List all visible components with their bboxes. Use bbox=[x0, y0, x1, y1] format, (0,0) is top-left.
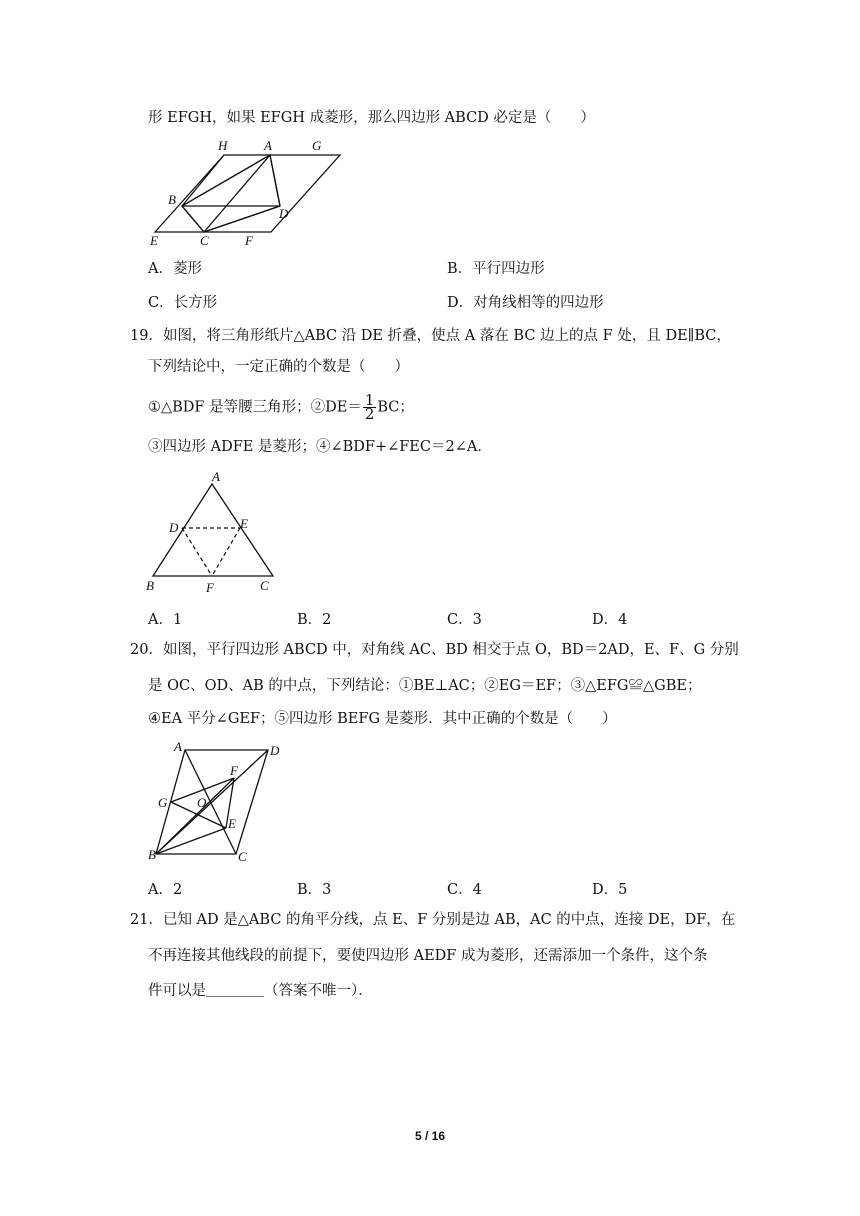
q19-stem-line1: 19．如图，将三角形纸片△ABC 沿 DE 折叠，使点 A 落在 BC 边上的点 F 处，且 DE∥BC， bbox=[130, 328, 731, 344]
q18-option-d: D．对角线相等的四边形 bbox=[447, 295, 604, 311]
q18-option-b: B．平行四边形 bbox=[447, 261, 545, 277]
q20-stem-line2: 是 OC、OD、AB 的中点，下列结论：①BE⊥AC；②EG＝EF；③△EFG≌△GBE； bbox=[148, 678, 702, 694]
q20-stem-line1: 20．如图，平行四边形 ABCD 中，对角线 AC、BD 相交于点 O，BD＝2AD，E、F、G 分别 bbox=[130, 642, 739, 658]
q19-statement-1-2b: BC； bbox=[377, 399, 414, 416]
q18-option-c: C．长方形 bbox=[148, 295, 218, 311]
q19-option-c: C．3 bbox=[447, 612, 482, 628]
q20-label-d: D bbox=[270, 743, 280, 758]
q18-label-e: E bbox=[150, 233, 158, 248]
q18-label-a: A bbox=[264, 138, 272, 153]
q21-stem-line2: 不再连接其他线段的前提下，要使四边形 AEDF 成为菱形，还需添加一个条件，这个条 bbox=[148, 948, 708, 964]
q20-label-a: A bbox=[174, 739, 182, 754]
q18-label-c: C bbox=[200, 233, 209, 248]
q20-label-f: F bbox=[230, 763, 238, 778]
q18-label-d: D bbox=[279, 206, 289, 221]
q20-label-b: B bbox=[148, 847, 156, 862]
q18-stem-tail: 形 EFGH，如果 EFGH 成菱形，那么四边形 ABCD 必定是（ ） bbox=[148, 110, 595, 126]
q19-label-f: F bbox=[206, 580, 214, 595]
q18-label-b: B bbox=[168, 192, 176, 207]
q19-frac-num: 1 bbox=[364, 391, 375, 409]
q20-label-g: G bbox=[158, 795, 168, 810]
q19-statement-1-2a: ①△BDF 是等腰三角形；②DE＝ bbox=[148, 399, 362, 416]
q20-label-o: O bbox=[197, 795, 207, 810]
q18-label-f: F bbox=[245, 233, 253, 248]
q21-stem-line1: 21．已知 AD 是△ABC 的角平分线，点 E、F 分别是边 AB，AC 的中点，连接 DE，DF，在 bbox=[130, 912, 736, 928]
q19-statements-2: ③四边形 ADFE 是菱形；④∠BDF+∠FEC＝2∠A． bbox=[148, 439, 492, 455]
q19-option-d: D．4 bbox=[592, 612, 628, 628]
q19-label-c: C bbox=[260, 578, 269, 593]
q20-option-c: C．4 bbox=[447, 882, 482, 898]
q19-label-a: A bbox=[212, 469, 220, 484]
q19-option-b: B．2 bbox=[297, 612, 332, 628]
q21-stem-line3: 件可以是＿＿＿＿（答案不唯一）． bbox=[148, 983, 373, 999]
q19-label-e: E bbox=[240, 516, 248, 531]
q19-label-d: D bbox=[169, 520, 179, 535]
q19-label-b: B bbox=[146, 578, 154, 593]
q18-option-a: A．菱形 bbox=[148, 261, 202, 277]
q19-frac-den: 2 bbox=[364, 405, 375, 423]
q20-option-b: B．3 bbox=[297, 882, 332, 898]
q19-stem-line2: 下列结论中，一定正确的个数是（ ） bbox=[148, 359, 409, 375]
q18-label-g: G bbox=[312, 138, 322, 153]
page-number: 5 / 16 bbox=[414, 1129, 446, 1143]
q20-label-e: E bbox=[228, 816, 236, 831]
q20-option-d: D．5 bbox=[592, 882, 628, 898]
q20-stem-line3: ④EA 平分∠GEF；⑤四边形 BEFG 是菱形．其中正确的个数是（ ） bbox=[148, 711, 617, 727]
q20-label-c: C bbox=[238, 849, 247, 864]
q18-label-h: H bbox=[218, 138, 228, 153]
q20-option-a: A．2 bbox=[148, 882, 183, 898]
q19-option-a: A．1 bbox=[148, 612, 183, 628]
